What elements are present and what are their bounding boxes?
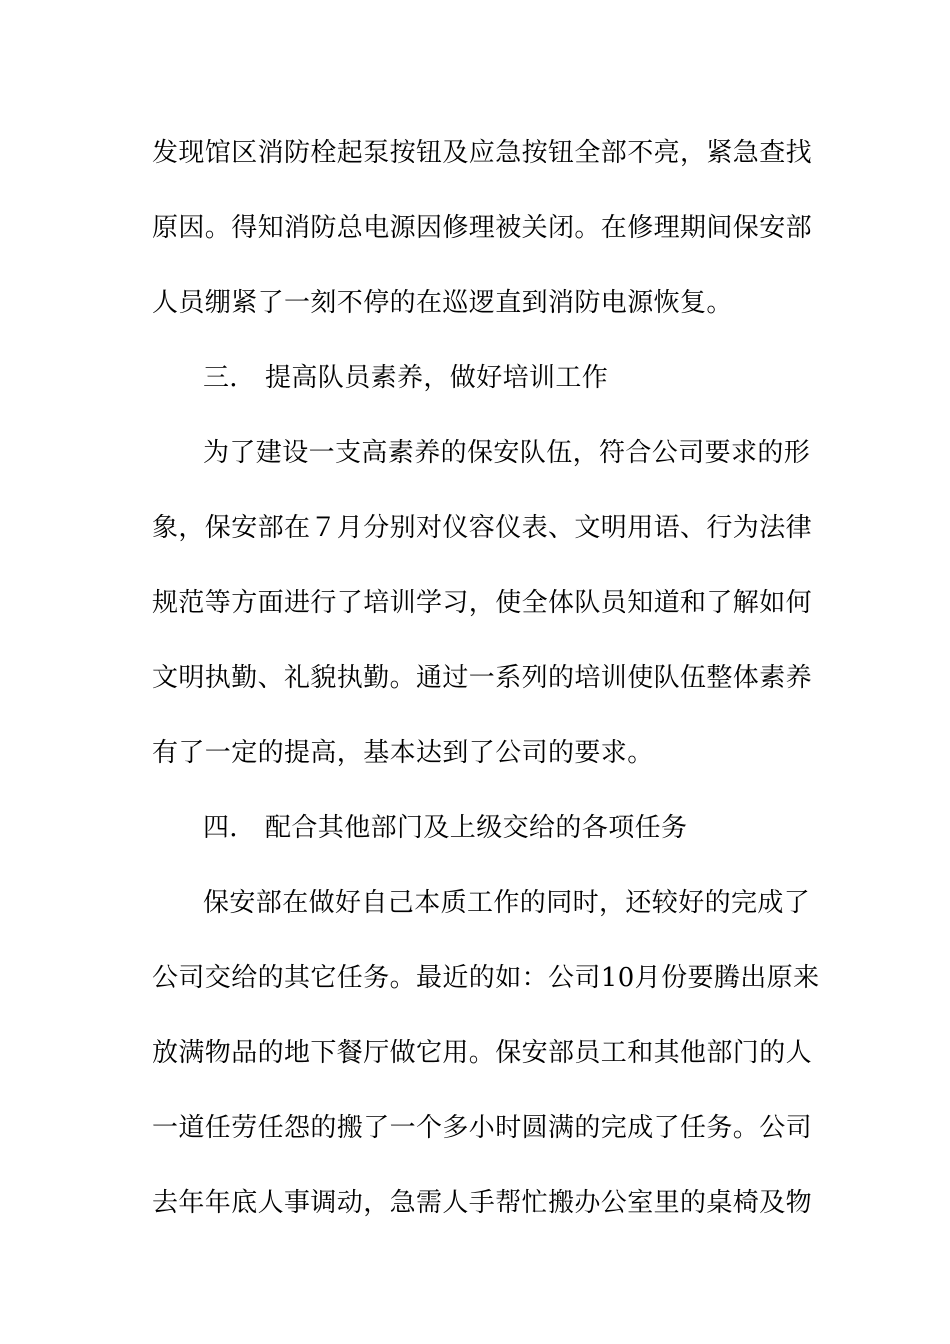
paragraph-line: 一道任劳任怨的搬了一个多小时圆满的完成了任务。公司 [152, 1113, 813, 1143]
paragraph-line: 为了建设一支高素养的保安队伍，符合公司要求的形 [203, 438, 811, 468]
paragraph-line: 象，保安部在７月分别对仪容仪表、文明用语、行为法律 [152, 513, 813, 543]
paragraph-line: 去年年底人事调动，急需人手帮忙搬办公室里的桌椅及物 [152, 1188, 813, 1218]
section-heading-3 [203, 361, 863, 395]
section-number: 四． [203, 813, 256, 843]
paragraph-line: 发现馆区消防栓起泵按钮及应急按钮全部不亮，紧急查找 [152, 138, 813, 168]
paragraph-line: 放满物品的地下餐厅做它用。保安部员工和其他部门的人 [152, 1038, 813, 1068]
section-heading-4 [203, 811, 863, 845]
paragraph-line: 有了一定的提高，基本达到了公司的要求。 [152, 738, 654, 768]
section-title: 配合其他部门及上级交给的各项任务 [265, 813, 688, 843]
paragraph-line: 文明执勤、礼貌执勤。通过一系列的培训使队伍整体素养 [152, 663, 813, 693]
paragraph-line: 规范等方面进行了培训学习，使全体队员知道和了解如何 [152, 588, 813, 618]
paragraph-line: 公司交给的其它任务。最近的如：公司10月份要腾出原来 [152, 963, 820, 993]
paragraph-line: 原因。得知消防总电源因修理被关闭。在修理期间保安部 [152, 213, 813, 243]
section-title: 提高队员素养，做好培训工作 [265, 363, 609, 393]
paragraph-line: 人员绷紧了一刻不停的在巡逻直到消防电源恢复。 [152, 288, 733, 318]
section-number: 三． [203, 363, 256, 393]
paragraph-line: 保安部在做好自己本质工作的同时，还较好的完成了 [203, 888, 811, 918]
